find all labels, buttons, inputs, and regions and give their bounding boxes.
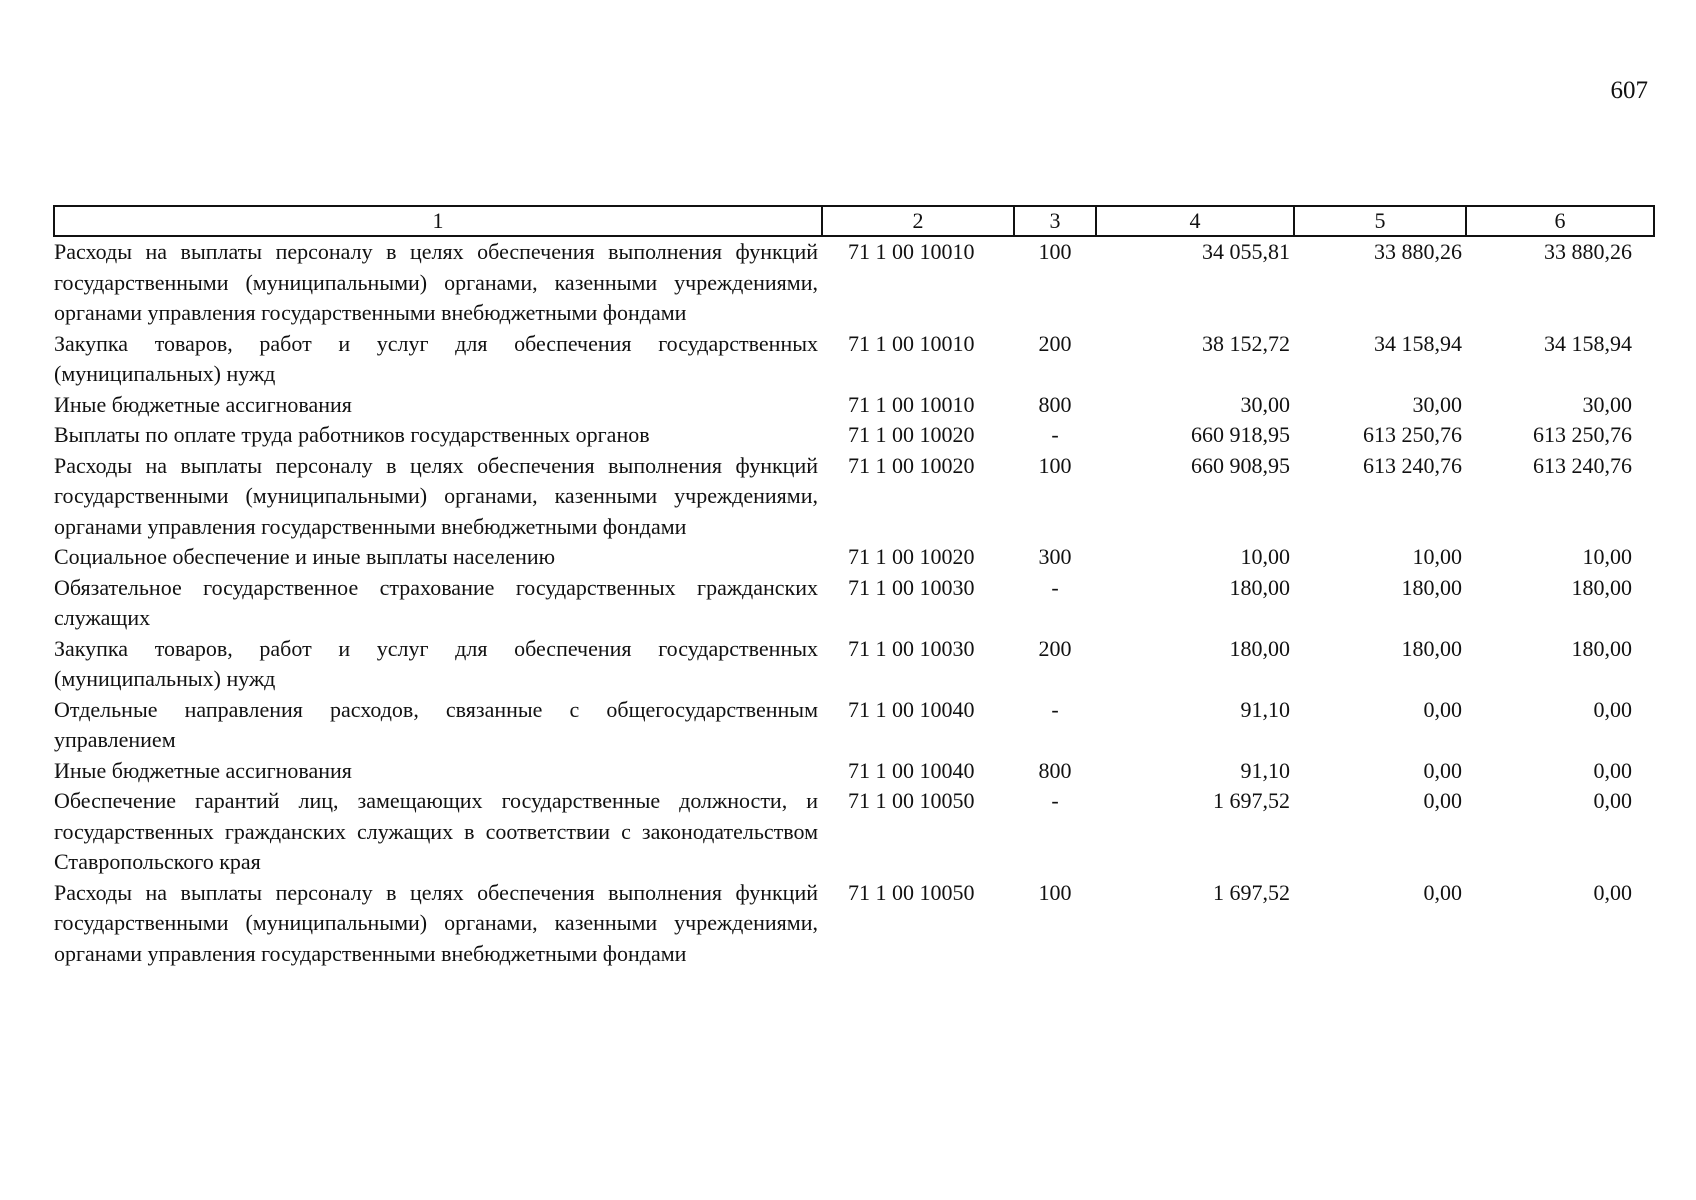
row-value-6: 180,00 [1571, 635, 1632, 661]
row-name: Закупка товаров, работ и услуг для обеспечения государственных (муниципальных) нужд [54, 635, 818, 691]
row-type: 300 [1038, 544, 1072, 569]
table-row [54, 329, 1654, 390]
table-header [54, 206, 1654, 236]
row-value-5: 30,00 [1412, 391, 1462, 417]
row-code: 71 1 00 10040 [848, 757, 975, 783]
table-row [54, 390, 1654, 421]
row-value-6: 34 158,94 [1544, 330, 1632, 356]
row-value-5: 33 880,26 [1374, 239, 1462, 264]
row-value-6: 10,00 [1582, 544, 1632, 569]
row-value-5: 0,00 [1423, 879, 1462, 905]
row-value-5: 180,00 [1401, 635, 1462, 661]
row-code: 71 1 00 10020 [848, 452, 975, 478]
row-value-5: 0,00 [1423, 696, 1462, 722]
row-code: 71 1 00 10020 [848, 422, 975, 447]
row-value-6: 613 240,76 [1533, 452, 1632, 478]
header-col-6: 6 [1466, 206, 1654, 236]
row-value-6: 0,00 [1593, 696, 1632, 722]
row-code: 71 1 00 10050 [848, 879, 975, 905]
row-value-4: 180,00 [1229, 635, 1290, 661]
row-value-4: 38 152,72 [1202, 330, 1290, 356]
row-code: 71 1 00 10010 [848, 330, 975, 356]
row-value-4: 660 918,95 [1191, 422, 1290, 447]
header-col-4: 4 [1096, 206, 1294, 236]
row-code: 71 1 00 10030 [848, 635, 975, 661]
row-name: Закупка товаров, работ и услуг для обеспечения государственных (муниципальных) нужд [54, 330, 818, 386]
row-value-4: 91,10 [1240, 696, 1290, 722]
row-value-6: 0,00 [1593, 757, 1632, 783]
row-value-5: 10,00 [1412, 544, 1462, 569]
table-row [54, 420, 1654, 451]
row-value-4: 660 908,95 [1191, 452, 1290, 478]
table-row [54, 756, 1654, 787]
row-name: Расходы на выплаты персоналу в целях обеспечения выполнения функций государственными (муниципальными) органами, казенными учреждениями, органами управления государственными внебюджетными фондами [54, 239, 818, 325]
header-col-1: 1 [54, 206, 822, 236]
row-name: Обеспечение гарантий лиц, замещающих государственные должности, и государственных гражданских служащих в соответствии с законодательством Ставропольского края [54, 788, 818, 874]
table-row [54, 634, 1654, 695]
table-body [54, 236, 1654, 969]
table-row [54, 236, 1654, 329]
row-type: 800 [1038, 391, 1072, 417]
table-row [54, 786, 1654, 878]
row-value-6: 180,00 [1571, 574, 1632, 600]
row-code: 71 1 00 10020 [848, 544, 975, 569]
row-name: Иные бюджетные ассигнования [54, 391, 352, 417]
row-type: - [1051, 574, 1059, 600]
row-value-5: 613 250,76 [1363, 422, 1462, 447]
row-code: 71 1 00 10010 [848, 239, 975, 264]
table-row [54, 878, 1654, 970]
row-name: Выплаты по оплате труда работников государственных органов [54, 422, 650, 447]
row-code: 71 1 00 10030 [848, 574, 975, 600]
row-type: 100 [1038, 452, 1072, 478]
row-value-5: 34 158,94 [1374, 330, 1462, 356]
header-col-3: 3 [1014, 206, 1096, 236]
row-name: Социальное обеспечение и иные выплаты населению [54, 544, 556, 569]
row-value-4: 91,10 [1240, 757, 1290, 783]
row-value-6: 613 250,76 [1533, 422, 1632, 447]
row-name: Обязательное государственное страхование государственных гражданских служащих [54, 574, 818, 630]
table-row [54, 542, 1654, 573]
row-type: 100 [1038, 879, 1072, 905]
row-value-4: 30,00 [1240, 391, 1290, 417]
row-value-4: 180,00 [1229, 574, 1290, 600]
row-name: Расходы на выплаты персоналу в целях обеспечения выполнения функций государственными (муниципальными) органами, казенными учреждениями, органами управления государственными внебюджетными фондами [54, 879, 818, 966]
table-row [54, 451, 1654, 543]
row-value-4: 34 055,81 [1202, 239, 1290, 264]
row-value-6: 33 880,26 [1544, 239, 1632, 264]
row-value-6: 0,00 [1593, 788, 1632, 813]
row-name: Иные бюджетные ассигнования [54, 757, 352, 783]
row-value-4: 10,00 [1240, 544, 1290, 569]
row-name: Расходы на выплаты персоналу в целях обеспечения выполнения функций государственными (муниципальными) органами, казенными учреждениями, органами управления государственными внебюджетными фондами [54, 452, 818, 539]
row-value-5: 0,00 [1423, 757, 1462, 783]
row-code: 71 1 00 10040 [848, 696, 975, 722]
row-type: 200 [1038, 635, 1072, 661]
page-number: 607 [1610, 77, 1648, 104]
row-code: 71 1 00 10010 [848, 391, 975, 417]
row-type: - [1051, 422, 1059, 447]
row-value-5: 613 240,76 [1363, 452, 1462, 478]
row-value-5: 0,00 [1423, 788, 1462, 813]
row-name: Отдельные направления расходов, связанные с общегосударственным управлением [54, 696, 818, 752]
budget-table [53, 205, 1655, 969]
row-code: 71 1 00 10050 [848, 788, 975, 813]
row-type: 100 [1038, 239, 1072, 264]
header-col-5: 5 [1294, 206, 1466, 236]
row-value-4: 1 697,52 [1213, 788, 1290, 813]
table-row [54, 573, 1654, 634]
row-value-4: 1 697,52 [1213, 879, 1290, 905]
header-col-2: 2 [822, 206, 1014, 236]
row-value-6: 0,00 [1593, 879, 1632, 905]
row-value-6: 30,00 [1582, 391, 1632, 417]
header-row [54, 206, 1654, 236]
row-value-5: 180,00 [1401, 574, 1462, 600]
table-row [54, 695, 1654, 756]
row-type: - [1051, 696, 1059, 722]
row-type: - [1051, 788, 1059, 813]
row-type: 200 [1038, 330, 1072, 356]
row-type: 800 [1038, 757, 1072, 783]
